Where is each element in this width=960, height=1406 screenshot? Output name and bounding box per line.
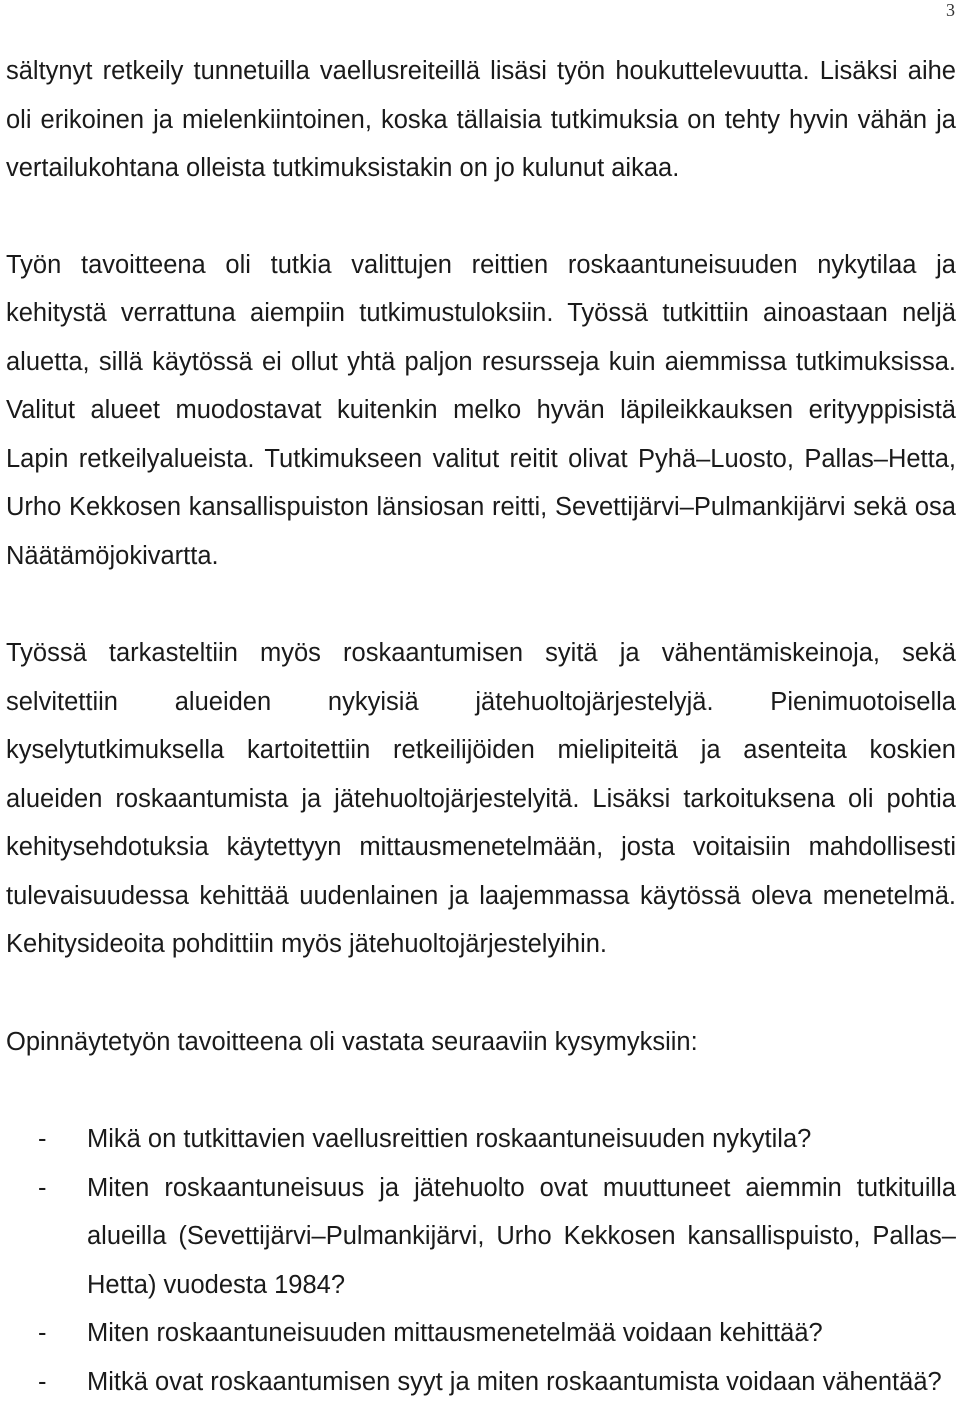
list-item xyxy=(6,1309,956,1358)
research-questions-list xyxy=(6,1115,956,1406)
list-item-text: Miten roskaantuneisuuden mittausmenetelmää voidaan kehittää? xyxy=(87,1319,823,1347)
list-item xyxy=(6,1164,956,1310)
list-item-text: Mikä on tutkittavien vaellusreittien roskaantuneisuuden nykytila? xyxy=(87,1125,811,1153)
paragraph-intro-continuation: sältynyt retkeily tunnetuilla vaellusreiteillä lisäsi työn houkuttelevuutta. Lisäksi aihe oli erikoinen ja mielenkiintoinen, koska tällaisia tutkimuksia on tehty hyvin vähän ja vertailukohtana olleista tutkimuksistakin on jo kulunut aikaa. xyxy=(6,47,956,193)
list-dash: - xyxy=(38,1164,47,1213)
document-body xyxy=(6,47,956,1406)
list-dash: - xyxy=(38,1358,47,1406)
list-item xyxy=(6,1358,956,1406)
paragraph-questions-intro: Opinnäytetyön tavoitteena oli vastata seuraaviin kysymyksiin: xyxy=(6,1018,956,1067)
list-item-text: Miten roskaantuneisuus ja jätehuolto ovat muuttuneet aiemmin tutkituilla alueilla (Sevettijärvi–Pulmankijärvi, Urho Kekkosen kansallispuisto, Pallas–Hetta) vuodesta 1984? xyxy=(87,1174,956,1299)
list-item xyxy=(6,1115,956,1164)
paragraph-scope: Työssä tarkasteltiin myös roskaantumisen syitä ja vähentämiskeinoja, sekä selvitettiin alueiden nykyisiä jätehuoltojärjestelyjä. Pienimuotoisella kyselytutkimuksella kartoitettiin retkeilijöiden mielipiteitä ja asenteita koskien alueiden roskaantumista ja jätehuoltojärjestelyitä. Lisäksi tarkoituksena oli pohtia kehitysehdotuksia käytettyyn mittausmenetelmään, josta voitaisiin mahdollisesti tulevaisuudessa kehittää uudenlainen ja laajemmassa käytössä oleva menetelmä. Kehitysideoita pohdittiin myös jätehuoltojärjestelyihin. xyxy=(6,629,956,969)
list-item-text: Mitkä ovat roskaantumisen syyt ja miten roskaantumista voidaan vähentää? xyxy=(87,1368,942,1396)
paragraph-objective: Työn tavoitteena oli tutkia valittujen reittien roskaantuneisuuden nykytilaa ja kehitystä verrattuna aiempiin tutkimustuloksiin. Työssä tutkittiin ainoastaan neljä aluetta, sillä käytössä ei ollut yhtä paljon resursseja kuin aiemmissa tutkimuksissa. Valitut alueet muodostavat kuitenkin melko hyvän läpileikkauksen erityyppisistä Lapin retkeilyalueista. Tutkimukseen valitut reitit olivat Pyhä–Luosto, Pallas–Hetta, Urho Kekkosen kansallispuiston länsiosan reitti, Sevettijärvi–Pulmankijärvi sekä osa Näätämöjokivartta. xyxy=(6,241,956,581)
list-dash: - xyxy=(38,1115,47,1164)
page-number: 3 xyxy=(946,0,955,21)
list-dash: - xyxy=(38,1309,47,1358)
